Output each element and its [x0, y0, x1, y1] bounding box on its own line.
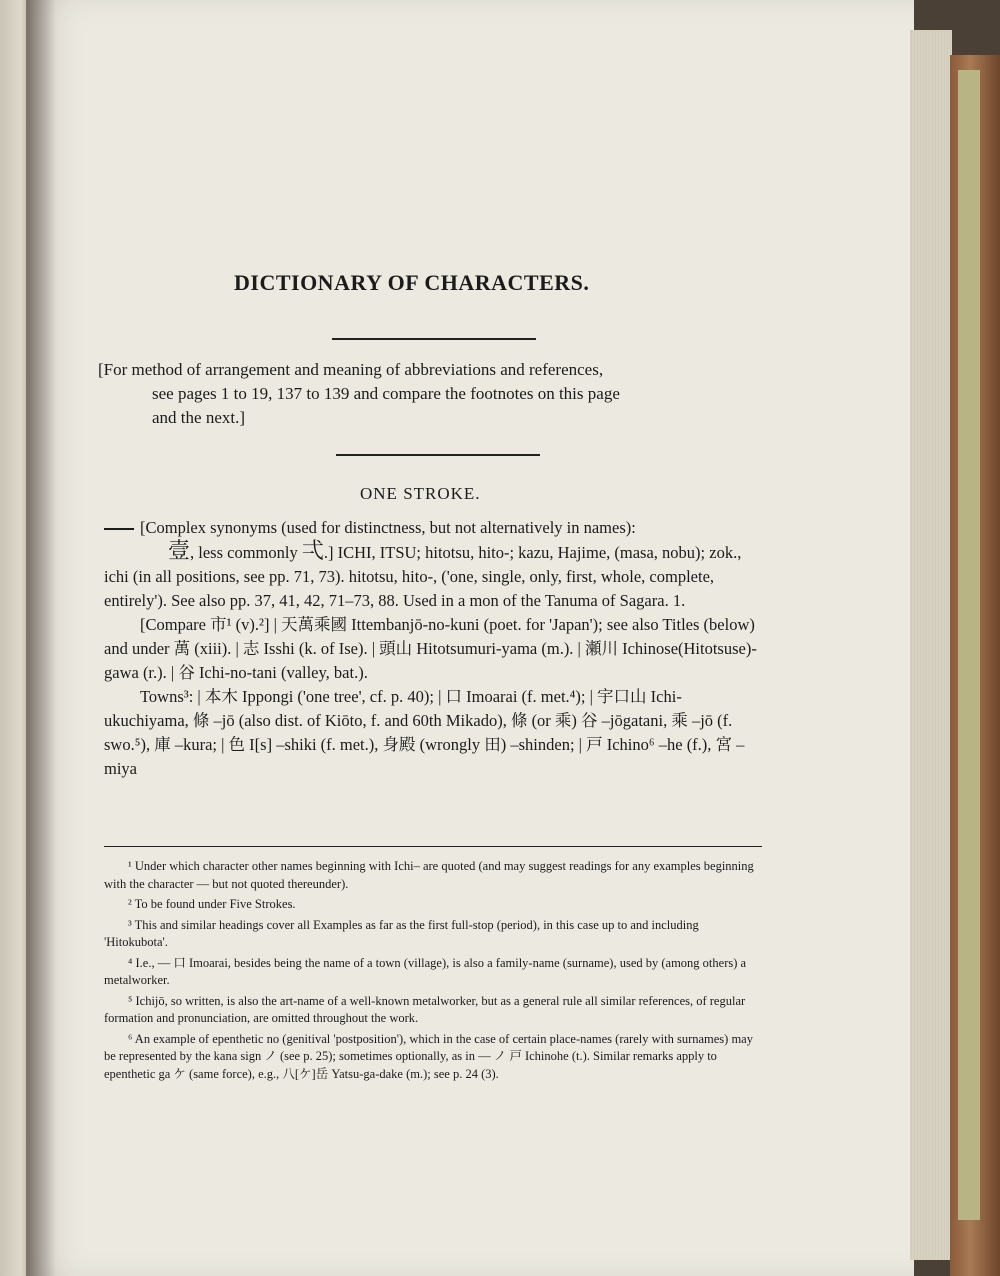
- footnote-5: ⁵ Ichijō, so written, is also the art-name of a well-known metalworker, but as a general rule all similar references, of regular formation and pronunciation, are omitted throughout the work.: [104, 993, 746, 1025]
- footnote-2: ² To be found under Five Strokes.: [128, 897, 296, 911]
- title-rule: [332, 338, 536, 340]
- one-stroke-glyph: [104, 528, 134, 530]
- footnotes: [104, 858, 762, 1086]
- footnote-rule: [104, 846, 762, 847]
- entry-p1-char2: 弌: [301, 539, 324, 564]
- section-heading: ONE STROKE.: [360, 484, 481, 503]
- entry-p1-char1: 壹: [168, 539, 191, 564]
- intro-line-3: and the next.]: [152, 408, 245, 427]
- dictionary-entry: [104, 516, 762, 781]
- spine-shadow: [26, 0, 56, 1276]
- book-page: [30, 0, 914, 1276]
- footnote-3: ³ This and similar headings cover all Examples as far as the first full-stop (period), in this case up to and including 'Hitokubota'.: [104, 917, 699, 949]
- entry-p3-text: Towns³: | 本木 Ippongi ('one tree', cf. p. 40); | 口 Imoarai (f. met.⁴); | 宇口山 Ichi-ukuchiyama, 條 –jō (also dist. of Kiōto, f. and 60th Mikado), 條 (or 乘) 谷 –jōgatani, 乘 –jō (f. swo.⁵), 庫 –kura; | 色 I[s] –shiki (f. met.), 身殿 (wrongly 田) –shinden; | 戸 Ichino⁶ –he (f.), 宮 –miya: [104, 687, 745, 778]
- intro-note: [98, 358, 768, 430]
- entry-paragraph-2: [104, 613, 762, 685]
- entry-paragraph-1: [104, 516, 762, 613]
- entry-p2-text: [Compare 市¹ (v).²] | 天萬乘國 Ittembanjō-no-kuni (poet. for 'Japan'); see also Titles (below) and under 萬 (xiii). | 志 Isshi (k. of Ise). | 頭山 Hitotsumuri-yama (m.). | 瀬川 Ichinose(Hitotsuse)-gawa (r.). | 谷 Ichi-no-tani (valley, bat.).: [104, 615, 757, 682]
- footnote-1: ¹ Under which character other names beginning with Ichi– are quoted (and may suggest readings for any examples beginning with the character — but not quoted thereunder).: [104, 859, 754, 891]
- page-block-edge: [910, 30, 952, 1260]
- entry-paragraph-3: [104, 685, 762, 781]
- entry-p1-less: , less commonly: [190, 543, 298, 562]
- page-title: DICTIONARY OF CHARACTERS.: [234, 270, 590, 295]
- footnote-4: ⁴ I.e., — 口 Imoarai, besides being the name of a town (village), is also a family-name (surname), used by (among others) a metalworker.: [104, 955, 747, 987]
- intro-line-1: [For method of arrangement and meaning of abbreviations and references,: [98, 360, 604, 379]
- book-cover-inner: [958, 70, 980, 1220]
- entry-p1-rest: .] ICHI, ITSU; hitotsu, hito-; kazu, Hajime, (masa, nobu); zok., ichi (in all positions, see pp. 71, 73). hitotsu, hito-, ('one, single, only, first, whole, complete, entirely'). See also pp. 37, 41, 42, 71–73, 88. Used in a mon of the Tanuma of Sagara. 1.: [104, 543, 742, 610]
- entry-p1-text: [Complex synonyms (used for distinctness, but not alternatively in names):: [140, 518, 636, 537]
- footnote-6: ⁶ An example of epenthetic no (genitival 'postposition'), which in the case of certain place-names (rarely with surnames) may be represented by the kana sign ノ (see p. 25); sometimes optionally, as in — ノ 戸 Ichinohe (t.). Similar remarks apply to epenthetic ga ケ (same force), e.g., 八[ケ]岳 Yatsu-ga-dake (m.); see p. 24 (3).: [104, 1031, 753, 1081]
- intro-line-2: see pages 1 to 19, 137 to 139 and compare the footnotes on this page: [152, 384, 620, 403]
- section-rule: [336, 454, 540, 456]
